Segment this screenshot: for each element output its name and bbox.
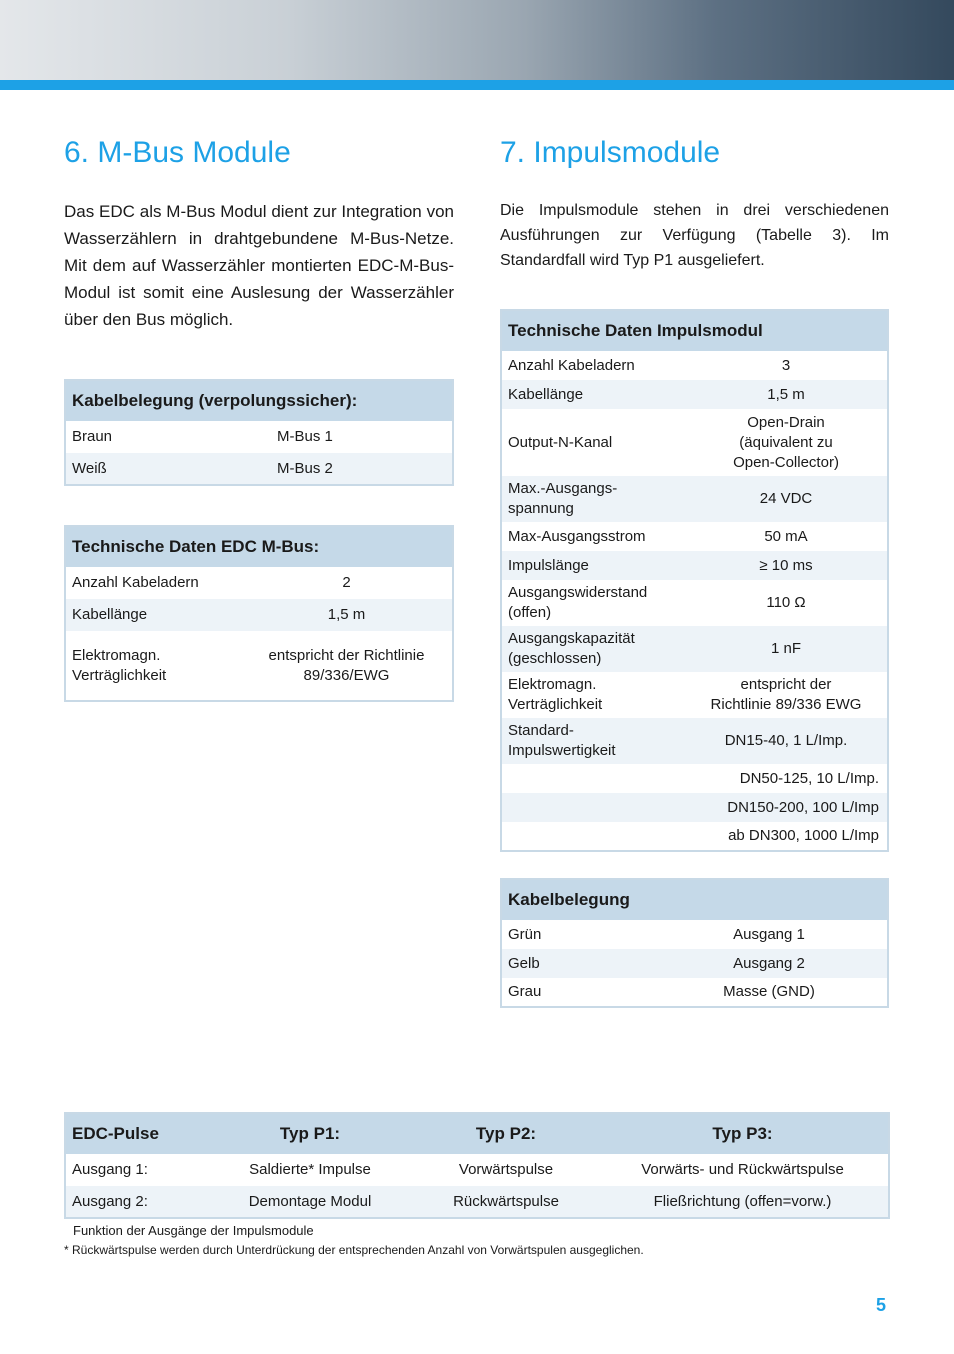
pulse-header-p3: Typ P3:	[597, 1113, 889, 1154]
table-row: Elektromagn. Verträglichkeit entspricht der Richtlinie 89/336/EWG	[72, 646, 425, 684]
pulse-header-edc: EDC-Pulse	[65, 1113, 205, 1154]
table-row: Ausgangswiderstand (offen) 110 Ω	[508, 584, 806, 621]
section-title-mbus: 6. M-Bus Module	[64, 136, 291, 169]
pulse-header-p2: Typ P2:	[415, 1113, 597, 1154]
table-row: Kabellänge 1,5 m	[65, 599, 453, 631]
mbus-tech-table-header: Technische Daten EDC M-Bus:	[65, 526, 453, 567]
table-row: Output-N-Kanal Open-Drain (äquivalent zu Open-Collector)	[508, 413, 839, 471]
table-row: Anzahl Kabeladern 3	[508, 356, 791, 374]
page-number: 5	[876, 1295, 887, 1315]
mbus-cable-table	[64, 379, 454, 486]
table-row: Impulslänge ≥ 10 ms	[501, 551, 888, 580]
table-row: DN50-125, 10 L/Imp.	[739, 769, 879, 787]
table-row: Ausgangskapazität (geschlossen) 1 nF	[501, 626, 888, 672]
pulse-header-p1: Typ P1:	[205, 1113, 415, 1154]
table-row: Standard- Impulswertigkeit DN15-40, 1 L/Imp.	[501, 718, 888, 764]
impuls-cable-table-header: Kabelbelegung	[501, 879, 888, 920]
table-row: Anzahl Kabeladern 2	[72, 574, 351, 591]
mbus-tech-table	[64, 525, 454, 702]
header-stripe	[0, 80, 954, 90]
table-row: Grün Ausgang 1	[508, 925, 805, 943]
table-row: Gelb Ausgang 2	[501, 949, 888, 978]
table-row: Ausgang 2: Demontage Modul Rückwärtspulse Fließrichtung (offen=vorw.)	[65, 1186, 889, 1218]
footnote: * Rückwärtspulse werden durch Unterdrückung der entsprechenden Anzahl von Vorwärtspulen ausgeglichen.	[64, 1243, 644, 1257]
table-row: Grau Masse (GND)	[508, 983, 815, 1000]
section-title-impuls: 7. Impulsmodule	[500, 136, 721, 169]
table-row: Weiß M-Bus 2	[65, 453, 453, 485]
table-row: Braun M-Bus 1	[72, 428, 333, 445]
impuls-intro: Die Impulsmodule stehen in drei verschiedenen Ausführungen zur Verfügung (Tabelle 3). Im Standardfall wird Typ P1 ausgeliefert.	[500, 202, 889, 269]
impuls-tech-table	[500, 309, 889, 852]
header-banner	[0, 0, 954, 80]
table-row: Kabellänge 1,5 m	[501, 380, 888, 409]
mbus-intro: Das EDC als M-Bus Modul dient zur Integration von Wasserzählern in drahtgebundene M-Bus-Netze. Mit dem auf Wasserzähler montierten EDC-M-Bus-Modul ist somit eine Auslesung der Wasserzähler über den Bus möglich.	[64, 202, 454, 329]
table-caption: Funktion der Ausgänge der Impulsmodule	[73, 1223, 314, 1238]
table-row: Max.-Ausgangs- spannung 24 VDC	[501, 476, 888, 522]
table-row: DN150-200, 100 L/Imp	[501, 793, 888, 822]
impuls-cable-table	[500, 878, 889, 1008]
table-row: Max-Ausgangsstrom 50 mA	[508, 527, 808, 545]
mbus-cable-table-header: Kabelbelegung (verpolungssicher):	[65, 380, 453, 421]
impuls-tech-table-header: Technische Daten Impulsmodul	[501, 310, 888, 351]
table-row: Elektromagn. Verträglichkeit entspricht der Richtlinie 89/336 EWG	[508, 676, 862, 713]
table-row: ab DN300, 1000 L/Imp	[728, 827, 879, 844]
table-row: Ausgang 1: Saldierte* Impulse Vorwärtspulse Vorwärts- und Rückwärtspulse	[72, 1161, 844, 1178]
pulse-types-table	[64, 1112, 890, 1219]
